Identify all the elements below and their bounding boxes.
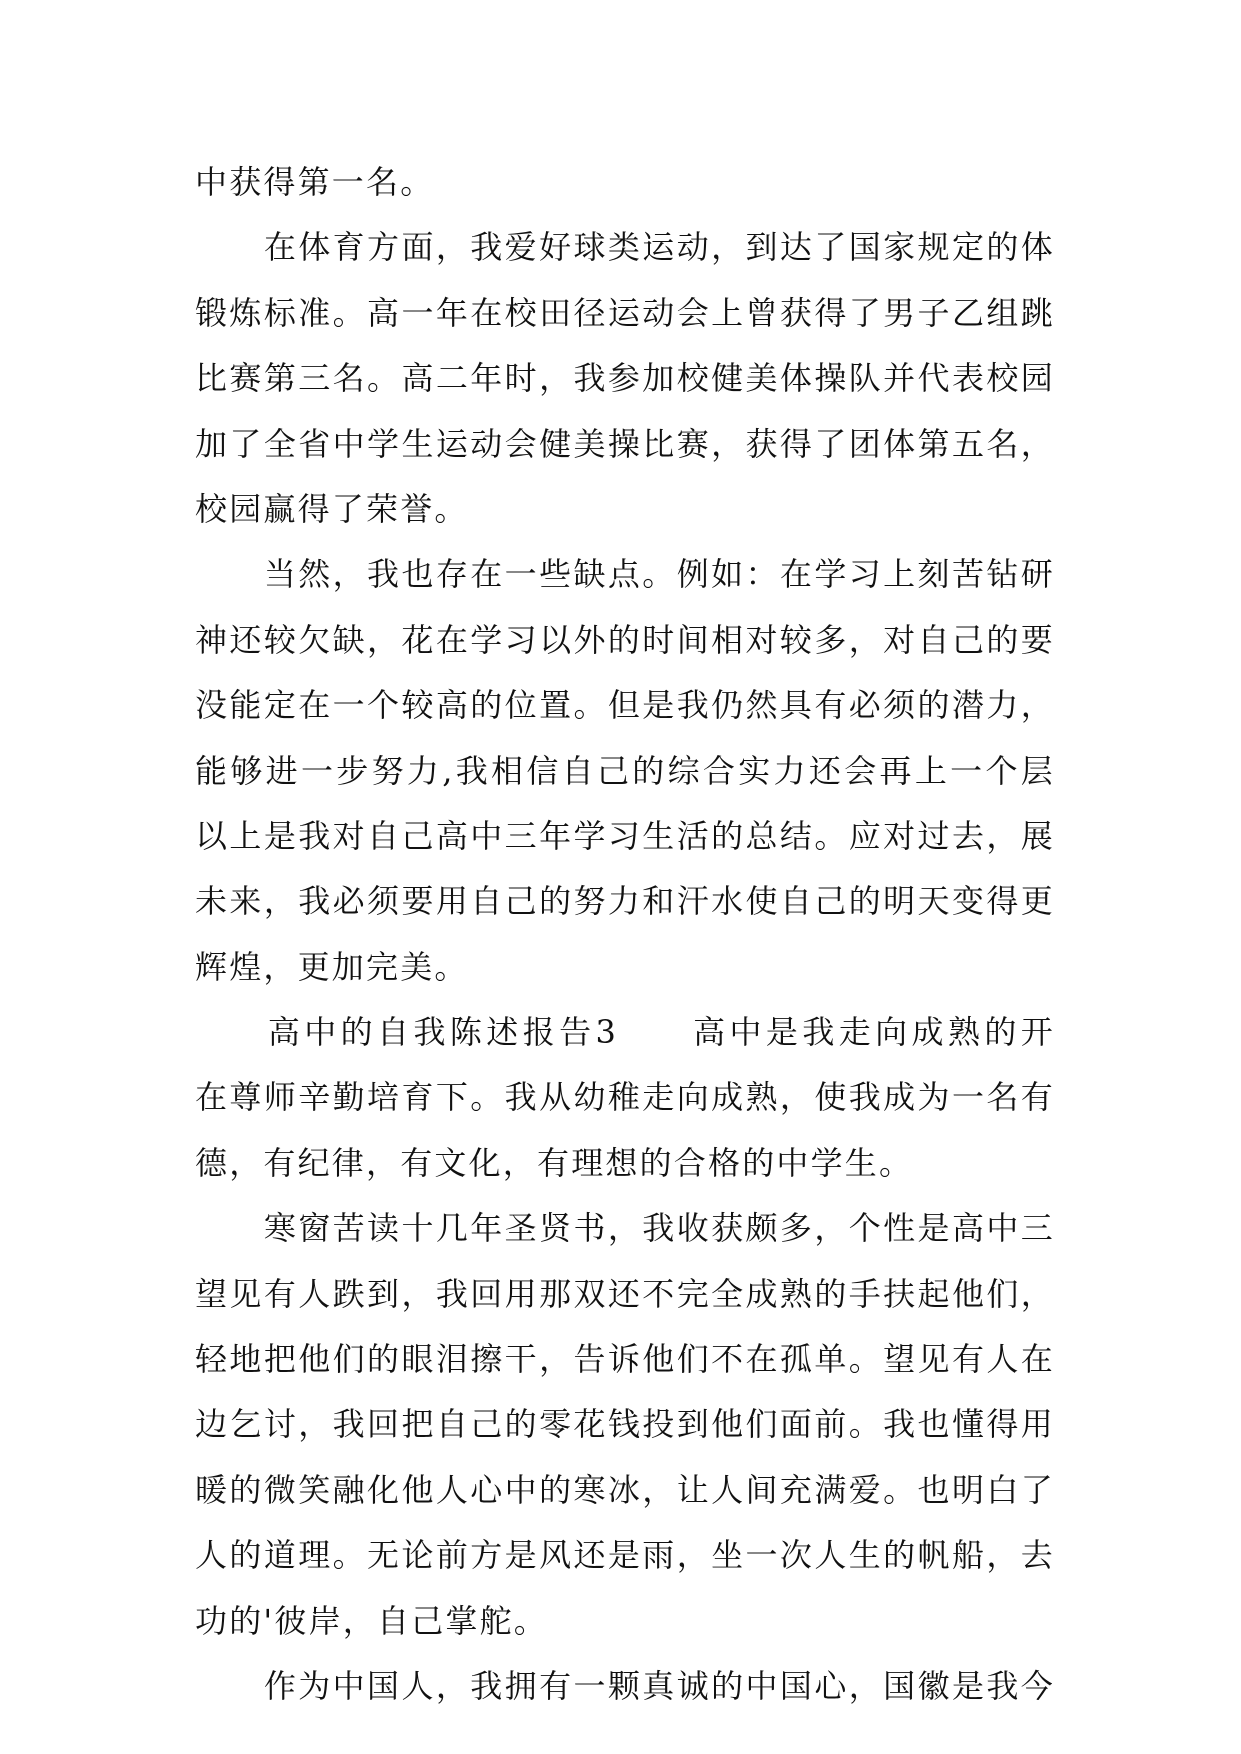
text-line: 辉煌，更加完美。 — [195, 947, 469, 986]
text-line: 神还较欠缺，花在学习以外的时间相对较多，对自己的要 — [195, 620, 1055, 659]
text-line: 校园赢得了荣誉。 — [195, 489, 469, 528]
body-text — [195, 150, 1055, 1719]
text-line: 暖的微笑融化他人心中的寒冰，让人间充满爱。也明白了 — [195, 1470, 1055, 1509]
text-line: 没能定在一个较高的位置。但是我仍然具有必须的潜力， — [195, 686, 1055, 725]
text-line: 锻炼标准。高一年在校田径运动会上曾获得了男子乙组跳 — [195, 293, 1055, 332]
text-line: 当然，我也存在一些缺点。例如：在学习上刻苦钻研 — [263, 555, 1055, 594]
text-line: 人的道理。无论前方是风还是雨，坐一次人生的帆船，去 — [195, 1536, 1055, 1575]
text-line: 以上是我对自己高中三年学习生活的总结。应对过去，展 — [195, 816, 1055, 855]
text-line: 高中的自我陈述报告3 高中是我走向成熟的开 — [267, 1013, 1055, 1052]
text-line: 寒窗苦读十几年圣贤书，我收获颇多，个性是高中三 — [263, 1209, 1055, 1248]
text-line: 德，有纪律，有文化，有理想的合格的中学生。 — [195, 1143, 914, 1182]
text-line: 望见有人跌到，我回用那双还不完全成熟的手扶起他们， — [195, 1274, 1055, 1313]
text-line: 边乞讨，我回把自己的零花钱投到他们面前。我也懂得用 — [195, 1405, 1055, 1444]
text-line: 轻地把他们的眼泪擦干，告诉他们不在孤单。望见有人在 — [195, 1340, 1055, 1379]
text-line: 比赛第三名。高二年时，我参加校健美体操队并代表校园 — [195, 359, 1055, 398]
text-line: 加了全省中学生运动会健美操比赛，获得了团体第五名， — [195, 424, 1055, 463]
text-line: 在尊师辛勤培育下。我从幼稚走向成熟，使我成为一名有 — [195, 1078, 1055, 1117]
text-line: 作为中国人，我拥有一颗真诚的中国心，国徽是我今 — [263, 1666, 1055, 1705]
text-line: 中获得第一名。 — [195, 163, 435, 201]
text-line: 能够进一步努力,我相信自己的综合实力还会再上一个层 — [195, 751, 1055, 790]
text-line: 在体育方面，我爱好球类运动，到达了国家规定的体 — [263, 228, 1055, 267]
text-line: 功的'彼岸，自己掌舵。 — [195, 1601, 548, 1640]
text-line: 未来，我必须要用自己的努力和汗水使自己的明天变得更 — [195, 882, 1055, 921]
